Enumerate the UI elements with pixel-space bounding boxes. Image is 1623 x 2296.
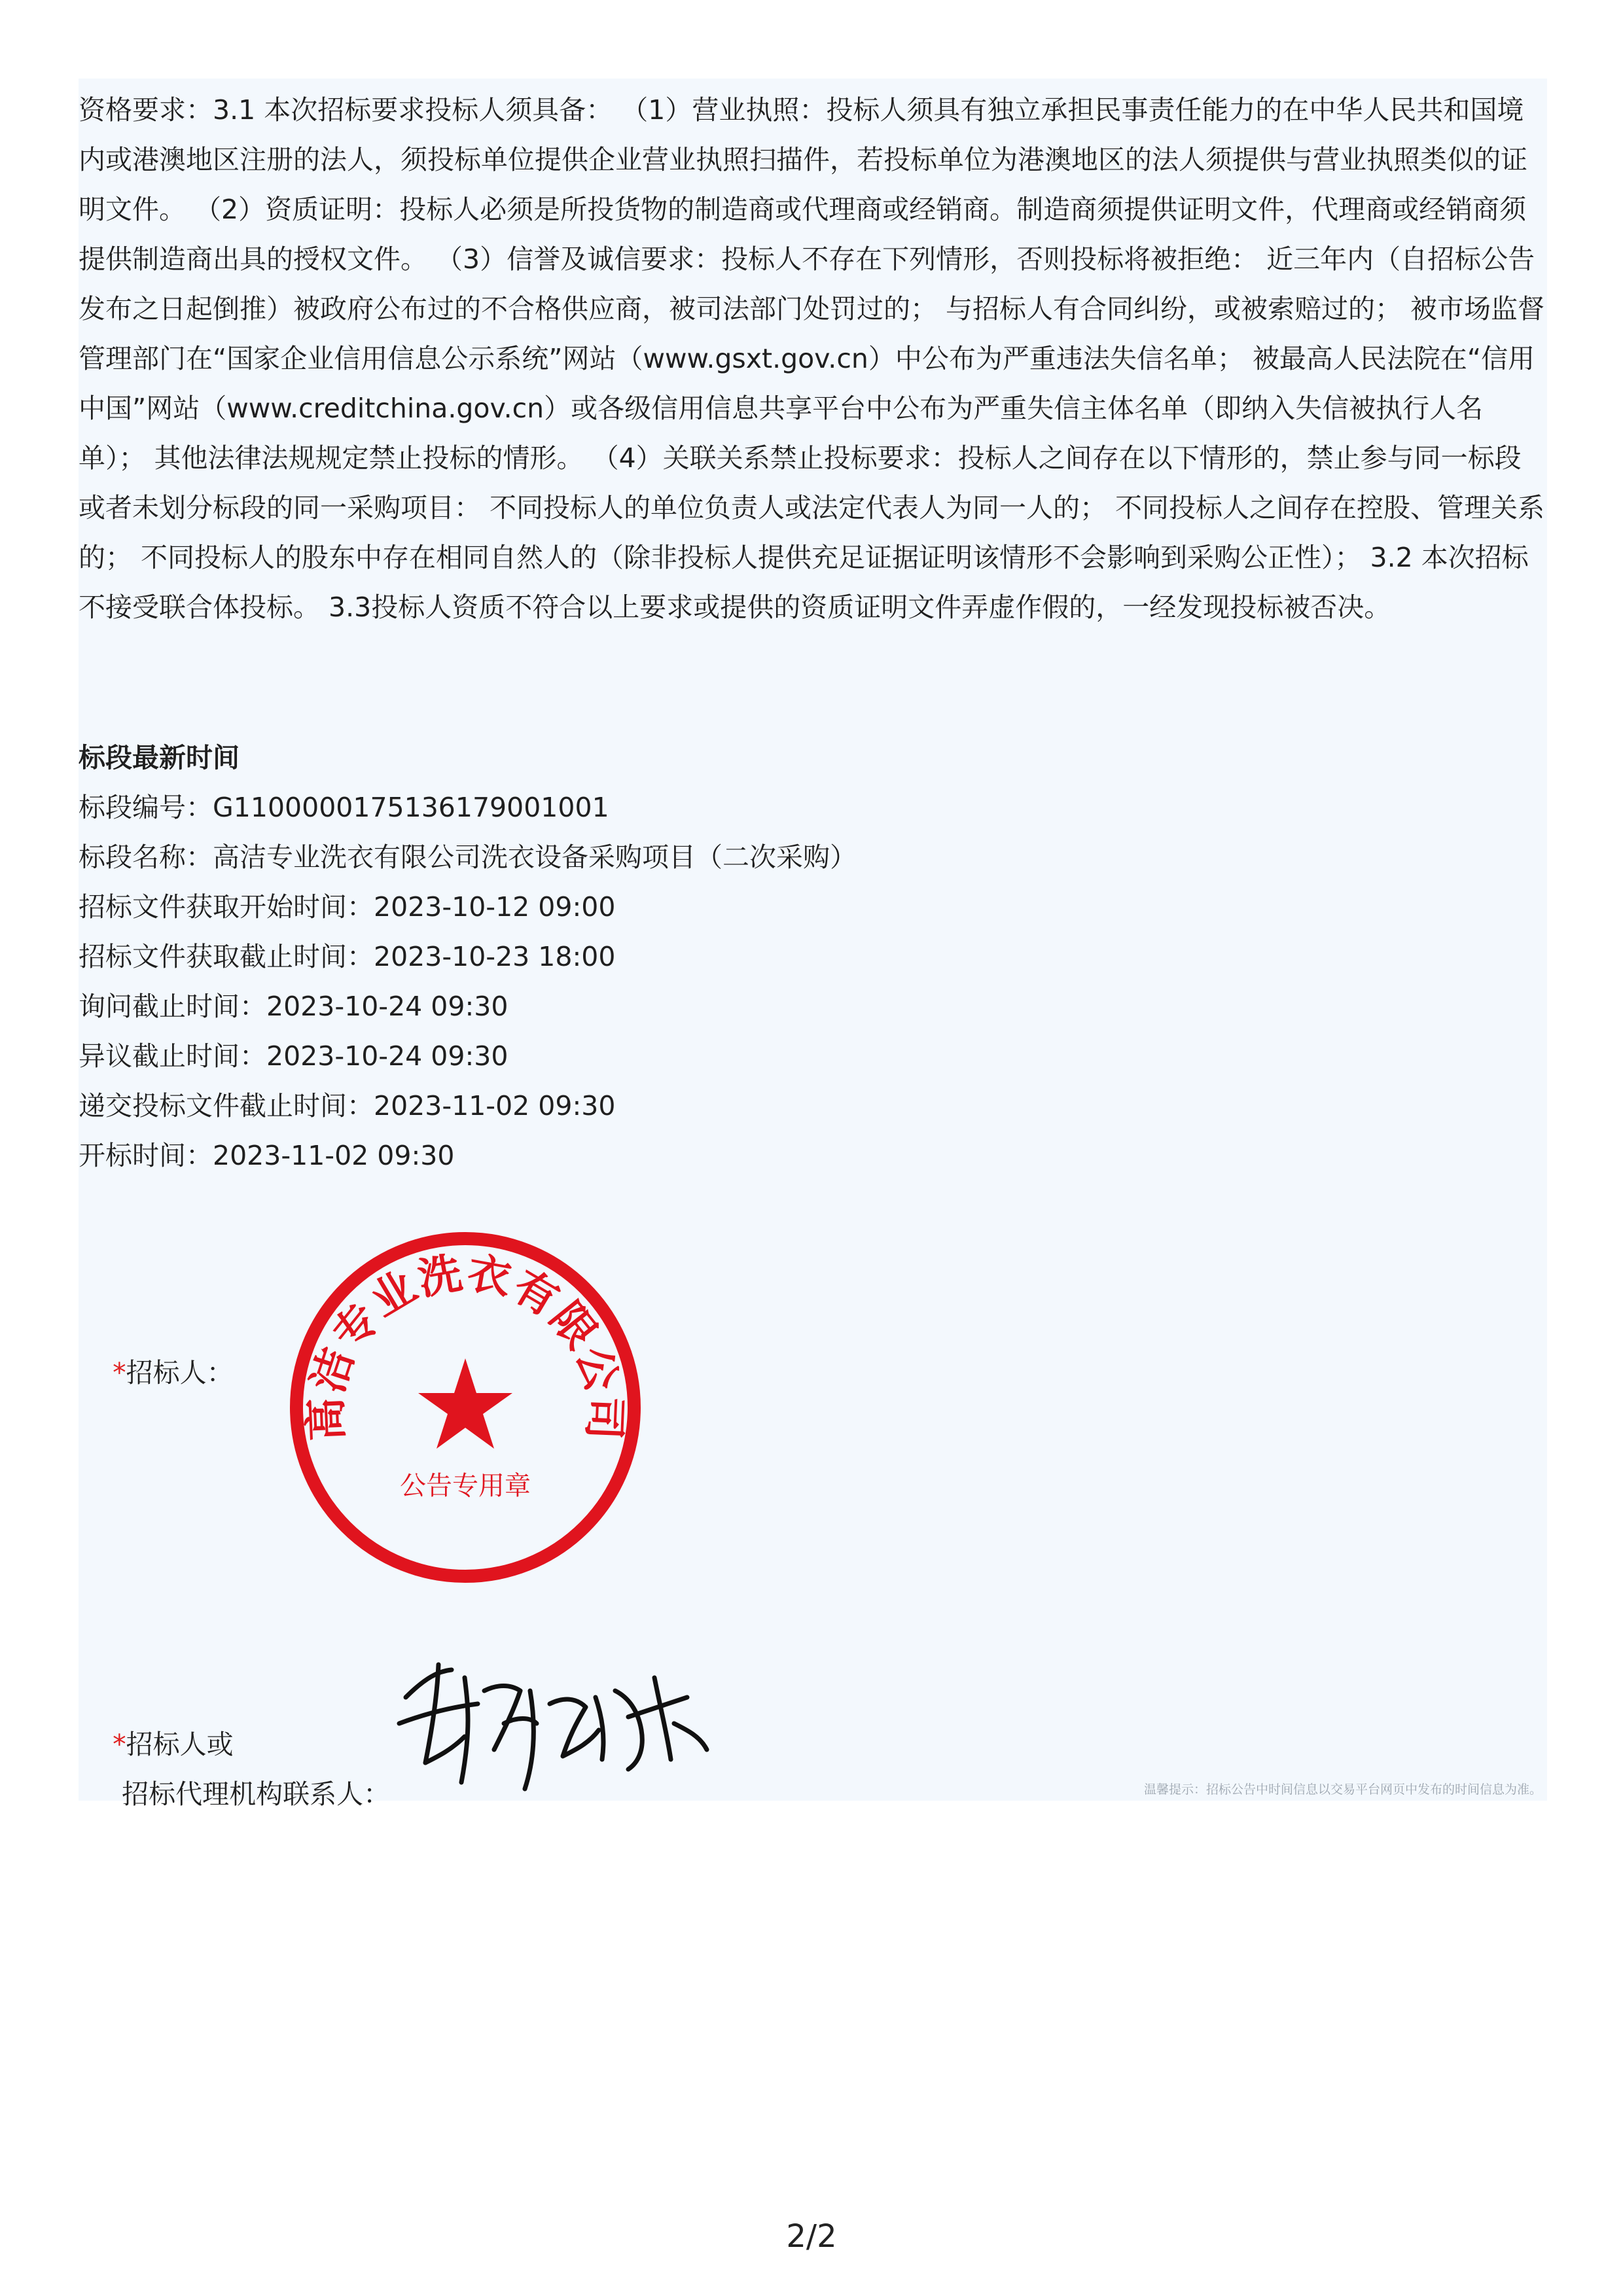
qualification-paragraph: 资格要求：3.1 本次招标要求投标人须具备： （1）营业执照：投标人须具有独立承担民事责任能力的在中华人民共和国境内或港澳地区注册的法人，须投标单位提供企业营业执照扫描件，若投标单位为港澳地区的法人须提供与营业执照类似的证明文件。 （2）资质证明：投标人必须是所投货物的制造商或代理商或经销商。制造商须提供证明文件，代理商或经销商须提供制造商出具的授权文件。 （3）信誉及诚信要求：投标人不存在下列情形，否则投标将被拒绝： 近三年内（自招标公告发布之日起倒推）被政府公布过的不合格供应商，被司法部门处罚过的； 与招标人有合同纠纷，或被索赔过的； 被市场监督管理部门在“国家企业信用信息公示系统”网站（www.gsxt.gov.cn）中公布为严重违法失信名单； 被最高人民法院在“信用中国”网站（www.creditchina.gov.cn）或各级信用信息共享平台中公布为严重失信主体名单（即纳入失信被执行人名单）； 其他法律法规规定禁止投标的情形。 （4）关联关系禁止投标要求：投标人之间存在以下情形的，禁止参与同一标段或者未划分标段的同一采购项目： 不同投标人的单位负责人或法定代表人为同一人的； 不同投标人之间存在控股、管理关系的； 不同投标人的股东中存在相同自然人的（除非投标人提供充足证据证明该情形不会影响到采购公正性）； 3.2 本次招标不接受联合体投标。 3.3投标人资质不符合以上要求或提供的资质证明文件弄虚作假的，一经发现投标被否决。: [79, 94, 1545, 623]
contact-label-line2: 招标代理机构联系人：: [122, 1778, 391, 1810]
seal-text: 公告专用章: [400, 1471, 531, 1501]
page-number: 2/2: [786, 2218, 837, 2255]
contact-label-line1: 招标人或: [126, 1729, 234, 1760]
tenderer-label: 招标人：: [126, 1357, 234, 1388]
contact-label-row-2: [88, 1720, 390, 1869]
detail-inquiry-deadline: 询问截止时间：2023-10-24 09:30: [79, 991, 508, 1022]
footnote-tip: 温馨提示：招标公告中时间信息以交易平台网页中发布的时间信息为准。: [1143, 1782, 1542, 1797]
detail-section-number: 标段编号：G1100000175136179001001: [79, 792, 609, 823]
seal-company-name: 高洁专业洗衣有限公司: [300, 1247, 631, 1442]
detail-opening-time: 开标时间：2023-11-02 09:30: [79, 1140, 455, 1171]
tenderer-label-row: [79, 1298, 234, 1447]
detail-doc-start-time: 招标文件获取开始时间：2023-10-12 09:00: [79, 891, 616, 923]
detail-doc-end-time: 招标文件获取截止时间：2023-10-23 18:00: [79, 941, 616, 972]
section-title: 标段最新时间: [79, 742, 240, 773]
detail-section-name: 标段名称：高洁专业洗衣有限公司洗衣设备采购项目（二次采购）: [79, 841, 857, 873]
star-icon: [418, 1358, 512, 1449]
company-seal: [287, 1229, 644, 1586]
announcement-content: [79, 79, 1547, 1810]
detail-submission-deadline: 递交投标文件截止时间：2023-11-02 09:30: [79, 1090, 616, 1122]
handwritten-signature: [380, 1651, 713, 1797]
required-mark: *: [113, 1357, 126, 1388]
required-mark: *: [113, 1729, 126, 1760]
detail-objection-deadline: 异议截止时间：2023-10-24 09:30: [79, 1040, 508, 1072]
